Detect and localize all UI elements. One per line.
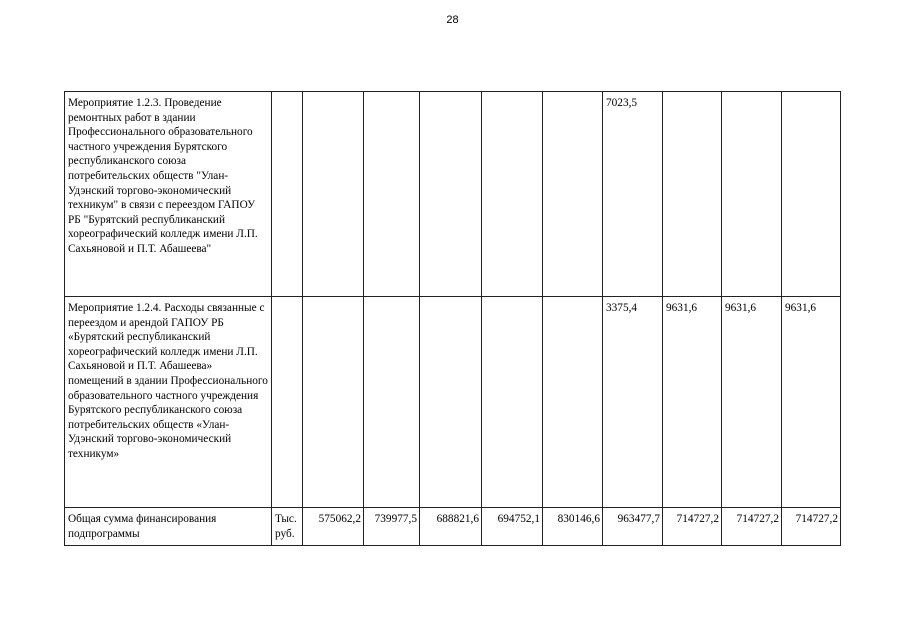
table-row bbox=[65, 508, 841, 546]
activity-name-cell: Мероприятие 1.2.3. Проведение ремонтных работ в здании Профессионального образовательного частного учреждения Бурятского республиканского союза потребительских обществ "Улан-Удэнский торгово-экономический техникум" в связи с переездом ГАПОУ РБ "Бурятский республиканский хореографический колледж имени Л.П. Сахьяновой и П.Т. Абашеева" bbox=[65, 92, 272, 297]
unit-cell bbox=[272, 297, 303, 508]
total-value-cell: 714727,2 bbox=[663, 508, 722, 546]
unit-cell: Тыс. руб. bbox=[272, 508, 303, 546]
value-cell bbox=[722, 92, 782, 297]
total-value-cell: 714727,2 bbox=[722, 508, 782, 546]
total-value-cell: 963477,7 bbox=[603, 508, 663, 546]
value-cell bbox=[303, 92, 364, 297]
value-cell bbox=[420, 92, 482, 297]
value-cell bbox=[303, 297, 364, 508]
value-cell bbox=[420, 297, 482, 508]
total-value-cell: 575062,2 bbox=[303, 508, 364, 546]
value-cell: 7023,5 bbox=[603, 92, 663, 297]
value-cell bbox=[364, 92, 420, 297]
total-label-cell: Общая сумма финансирования подпрограммы bbox=[65, 508, 272, 546]
total-value-cell: 688821,6 bbox=[420, 508, 482, 546]
value-cell bbox=[782, 92, 841, 297]
value-cell bbox=[663, 92, 722, 297]
value-cell: 9631,6 bbox=[663, 297, 722, 508]
total-value-cell: 694752,1 bbox=[482, 508, 543, 546]
value-cell bbox=[543, 297, 603, 508]
value-cell: 9631,6 bbox=[782, 297, 841, 508]
table-row bbox=[65, 297, 841, 508]
value-cell bbox=[482, 297, 543, 508]
total-value-cell: 714727,2 bbox=[782, 508, 841, 546]
value-cell bbox=[482, 92, 543, 297]
unit-cell bbox=[272, 92, 303, 297]
funding-table bbox=[64, 91, 841, 546]
activity-name-cell: Мероприятие 1.2.4. Расходы связанные с переездом и арендой ГАПОУ РБ «Бурятский республиканский хореографический колледж имени Л.П. Сахьяновой и П.Т. Абашеева» помещений в здании Профессионального образовательного частного учреждения Бурятского республиканского союза потребительских обществ «Улан-Удэнский торгово-экономический техникум» bbox=[65, 297, 272, 508]
value-cell: 3375,4 bbox=[603, 297, 663, 508]
table-row bbox=[65, 92, 841, 297]
value-cell bbox=[543, 92, 603, 297]
value-cell: 9631,6 bbox=[722, 297, 782, 508]
total-value-cell: 830146,6 bbox=[543, 508, 603, 546]
value-cell bbox=[364, 297, 420, 508]
page-number: 28 bbox=[446, 14, 459, 26]
total-value-cell: 739977,5 bbox=[364, 508, 420, 546]
